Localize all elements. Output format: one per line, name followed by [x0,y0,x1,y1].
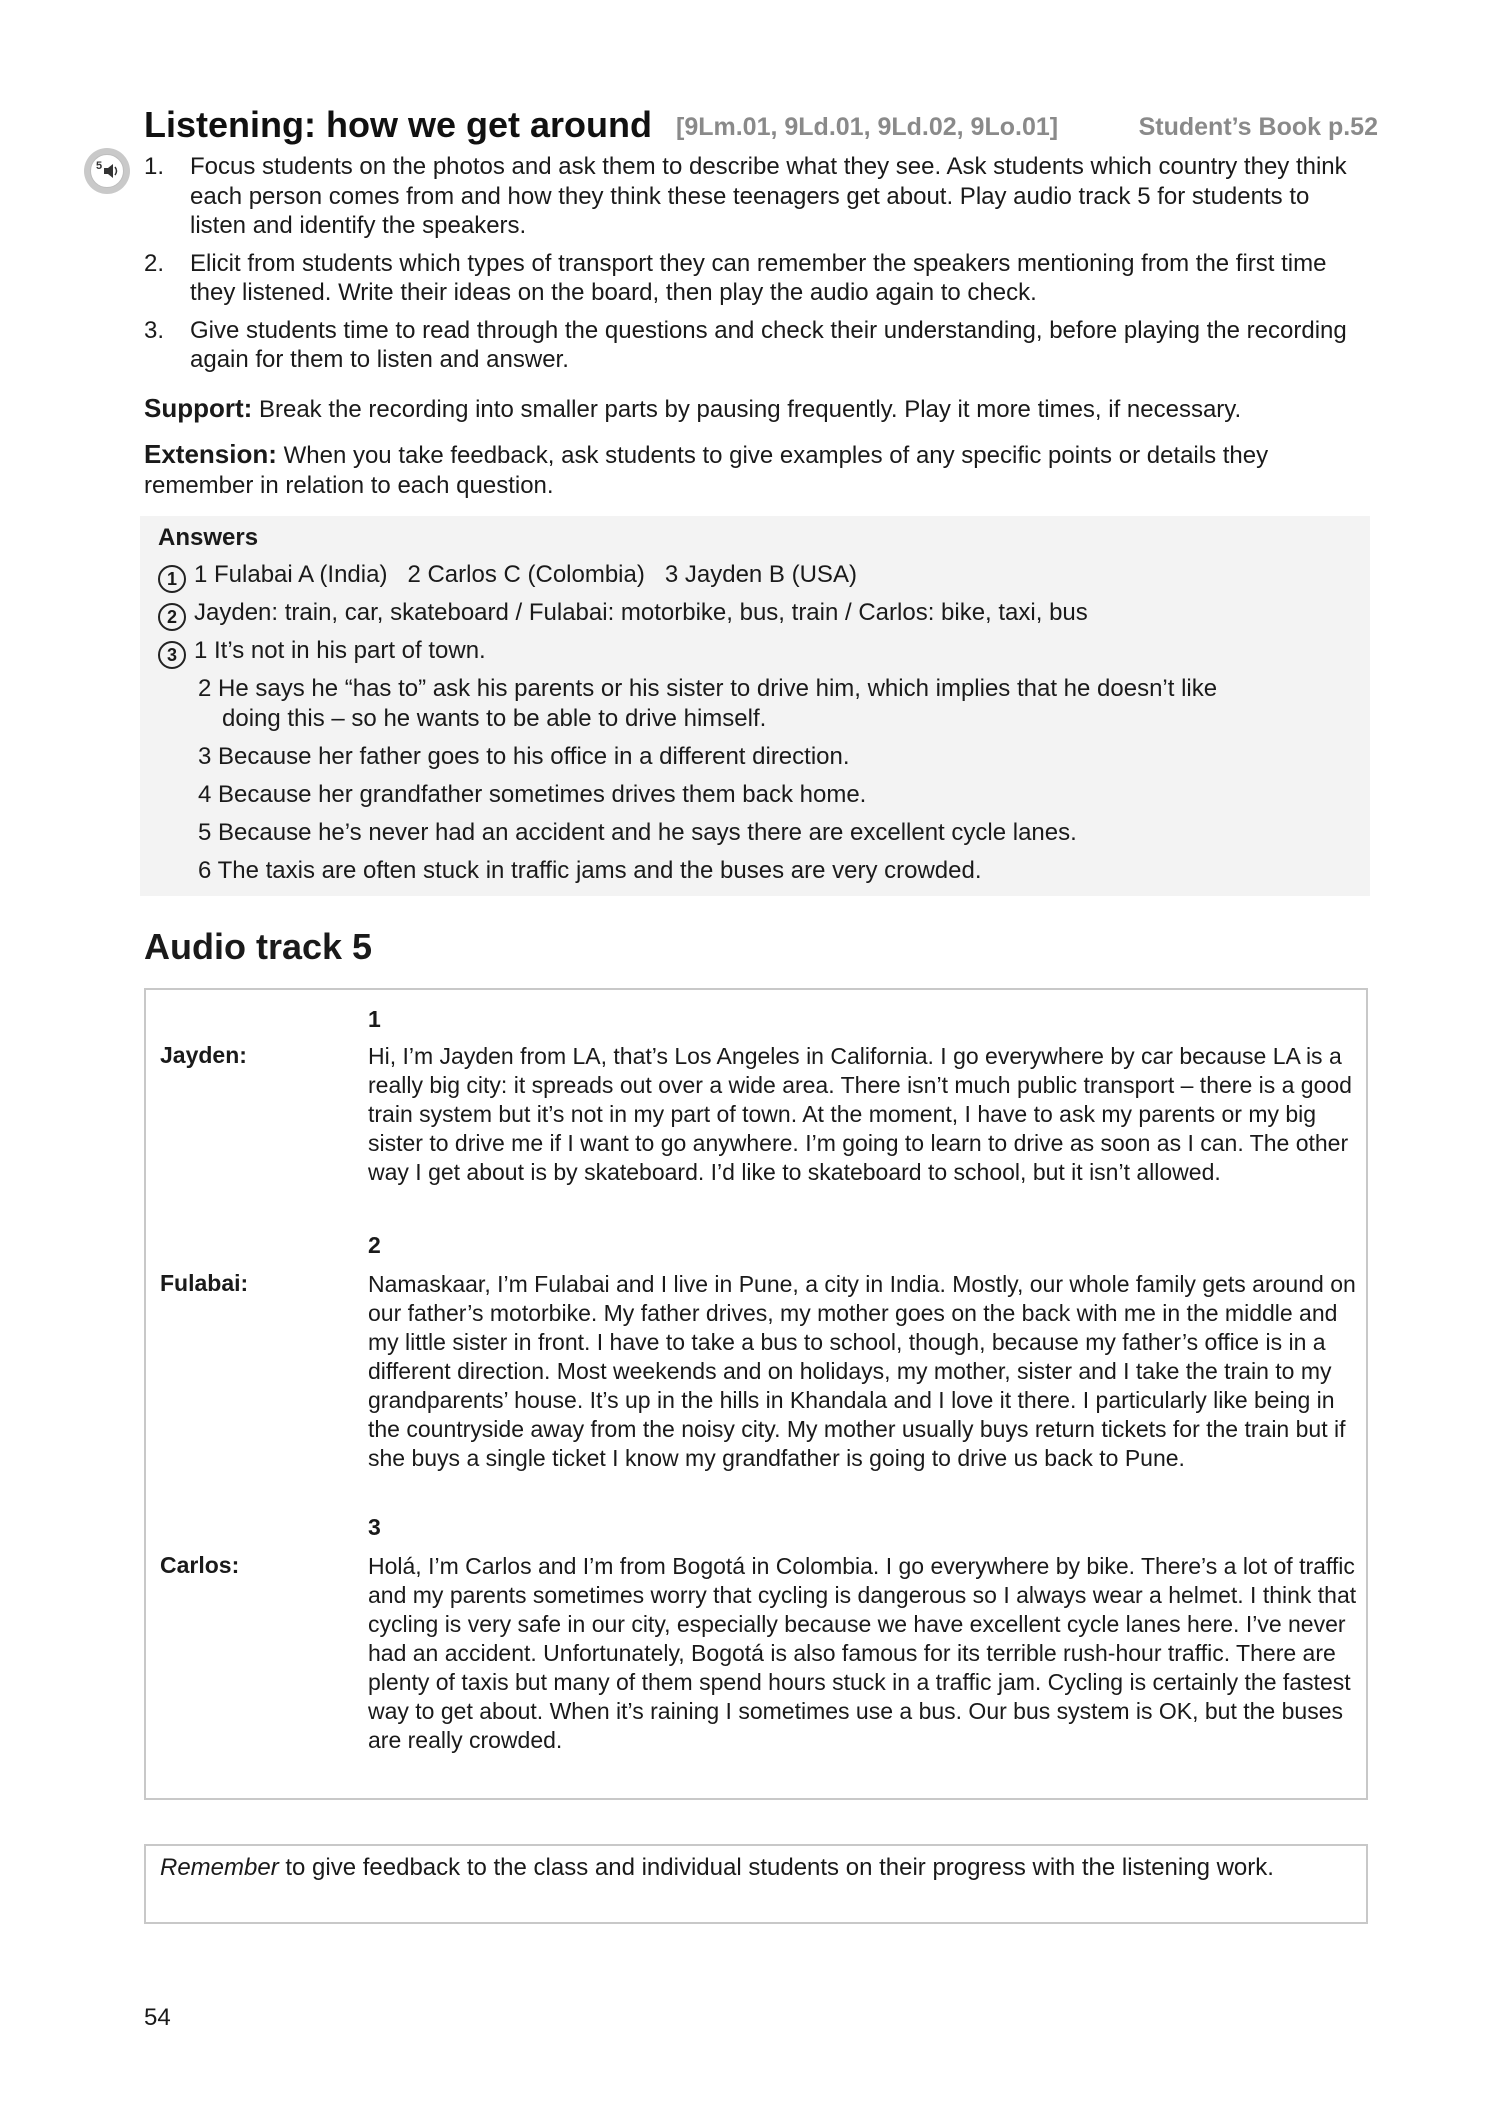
remember-text: to give feedback to the class and individual students on their progress with the listening work. [278,1854,1274,1881]
step-text: Focus students on the photos and ask them to describe what they see. Ask students which country they think each person comes from and how they think these teenagers get about. Play audio track 5 for students to listen and identify the speakers. [190,153,1347,239]
answer-marker: 3 [158,641,186,669]
answer-sub-item: 6 The taxis are often stuck in traffic jams and the buses are very crowded. [198,857,982,884]
audio-track-icon[interactable] [84,148,130,194]
speaker-name: Jayden: [160,1042,247,1068]
part-number: 1 [368,1006,381,1032]
support-label: Support: [144,393,253,423]
answer-sub-item: 2 He says he “has to” ask his parents or his sister to drive him, which implies that he doesn’t like doing this – so he wants to be able to drive himself. [198,675,1218,732]
students-book-reference: Student’s Book p.52 [1138,113,1378,141]
answer-row-1 [158,560,857,593]
speaker-name: Carlos: [160,1552,240,1578]
audio-track-title: Audio track 5 [144,926,373,967]
transcript-text: Holá, I’m Carlos and I’m from Bogotá in Colombia. I go everywhere by bike. There’s a lot of traffic and my parents sometimes worry that cycling is dangerous so I always wear a helmet. I think that cycling is very safe in our city, especially because we have excellent cycle lanes here. I’ve never had an accident. Unfortunately, Bogotá is also famous for its terrible rush-hour traffic. There are plenty of taxis but many of them spend hours stuck in a traffic jam. Cycling is certainly the fastest way to get about. When it’s raining I sometimes use a bus. Our bus system is OK, but the buses are really crowded. [368,1553,1357,1753]
extension-text: When you take feedback, ask students to give examples of any specific points or details they remember in relation to each question. [144,442,1269,499]
answer-sub-item: 5 Because he’s never had an accident and he says there are excellent cycle lanes. [198,819,1077,846]
audio-track-number: 5 [96,160,103,172]
speaker-name: Fulabai: [160,1270,249,1296]
step-number: 1. [144,153,165,180]
instruction-step [144,152,1364,241]
transcript-text: Namaskaar, I’m Fulabai and I live in Pune, a city in India. Mostly, our whole family gets around on our father’s motorbike. My father drives, my mother goes on the back with me in the middle and my little sister in front. I have to take a bus to school, though, because my father’s office is in a different direction. Most weekends and on holidays, my mother, sister and I take the train to my grandparents’ house. It’s up in the hills in Khandala and I love it there. I particularly like being in the countryside away from the noisy city. My mother usually buys return tickets for the train but if she buys a single ticket I know my grandfather is going to drive us back to Pune. [368,1271,1356,1471]
step-number: 3. [144,316,165,344]
step-number: 2. [144,249,165,277]
answer-marker: 1 [158,565,186,593]
support-text: Break the recording into smaller parts by pausing frequently. Play it more times, if necessary. [252,396,1242,423]
remember-emphasis: Remember [160,1854,279,1881]
extension-label: Extension: [144,439,277,469]
answers-heading: Answers [158,524,259,551]
page-number: 54 [144,2004,171,2031]
remember-note [144,1844,1368,1924]
answer-sub-item: 4 Because her grandfather sometimes drives them back home. [198,781,867,808]
instruction-step [144,249,1364,308]
audio-transcript-box [144,988,1368,1800]
instruction-steps [144,152,1364,383]
answer-text: 1 It’s not in his part of town. [194,637,486,664]
step-text: Give students time to read through the questions and check their understanding, before playing the recording again for them to listen and answer. [190,316,1347,373]
instruction-step [144,316,1364,375]
section-heading [144,104,1378,148]
answer-row-3 [158,636,486,669]
answer-marker: 2 [158,603,186,631]
step-text: Elicit from students which types of transport they can remember the speakers mentioning from the first time they listened. Write their ideas on the board, then play the audio again to check. [190,249,1327,306]
curriculum-codes: [9Lm.01, 9Ld.01, 9Ld.02, 9Lo.01] [676,113,1059,141]
answer-text: Jayden: train, car, skateboard / Fulabai: motorbike, bus, train / Carlos: bike, taxi, bus [194,599,1088,626]
answer-row-2 [158,598,1088,631]
part-number: 2 [368,1232,381,1258]
support-paragraph [144,394,1364,425]
answer-text: 1 Fulabai A (India) 2 Carlos C (Colombia) 3 Jayden B (USA) [194,561,857,588]
answer-sub-item: 3 Because her father goes to his office in a different direction. [198,743,850,770]
speaker-icon [103,161,119,181]
part-number: 3 [368,1514,381,1540]
answers-box [140,516,1370,896]
page-title: Listening: how we get around [144,104,652,145]
extension-paragraph [144,440,1364,500]
transcript-text: Hi, I’m Jayden from LA, that’s Los Angeles in California. I go everywhere by car because LA is a really big city: it spreads out over a wide area. There isn’t much public transport – there is a good train system but it’s not in my part of town. At the moment, I have to ask my parents or my big sister to drive me if I want to go anywhere. I’m going to learn to drive as soon as I can. The other way I get about is by skateboard. I’d like to skateboard to school, but it isn’t allowed. [368,1043,1352,1185]
